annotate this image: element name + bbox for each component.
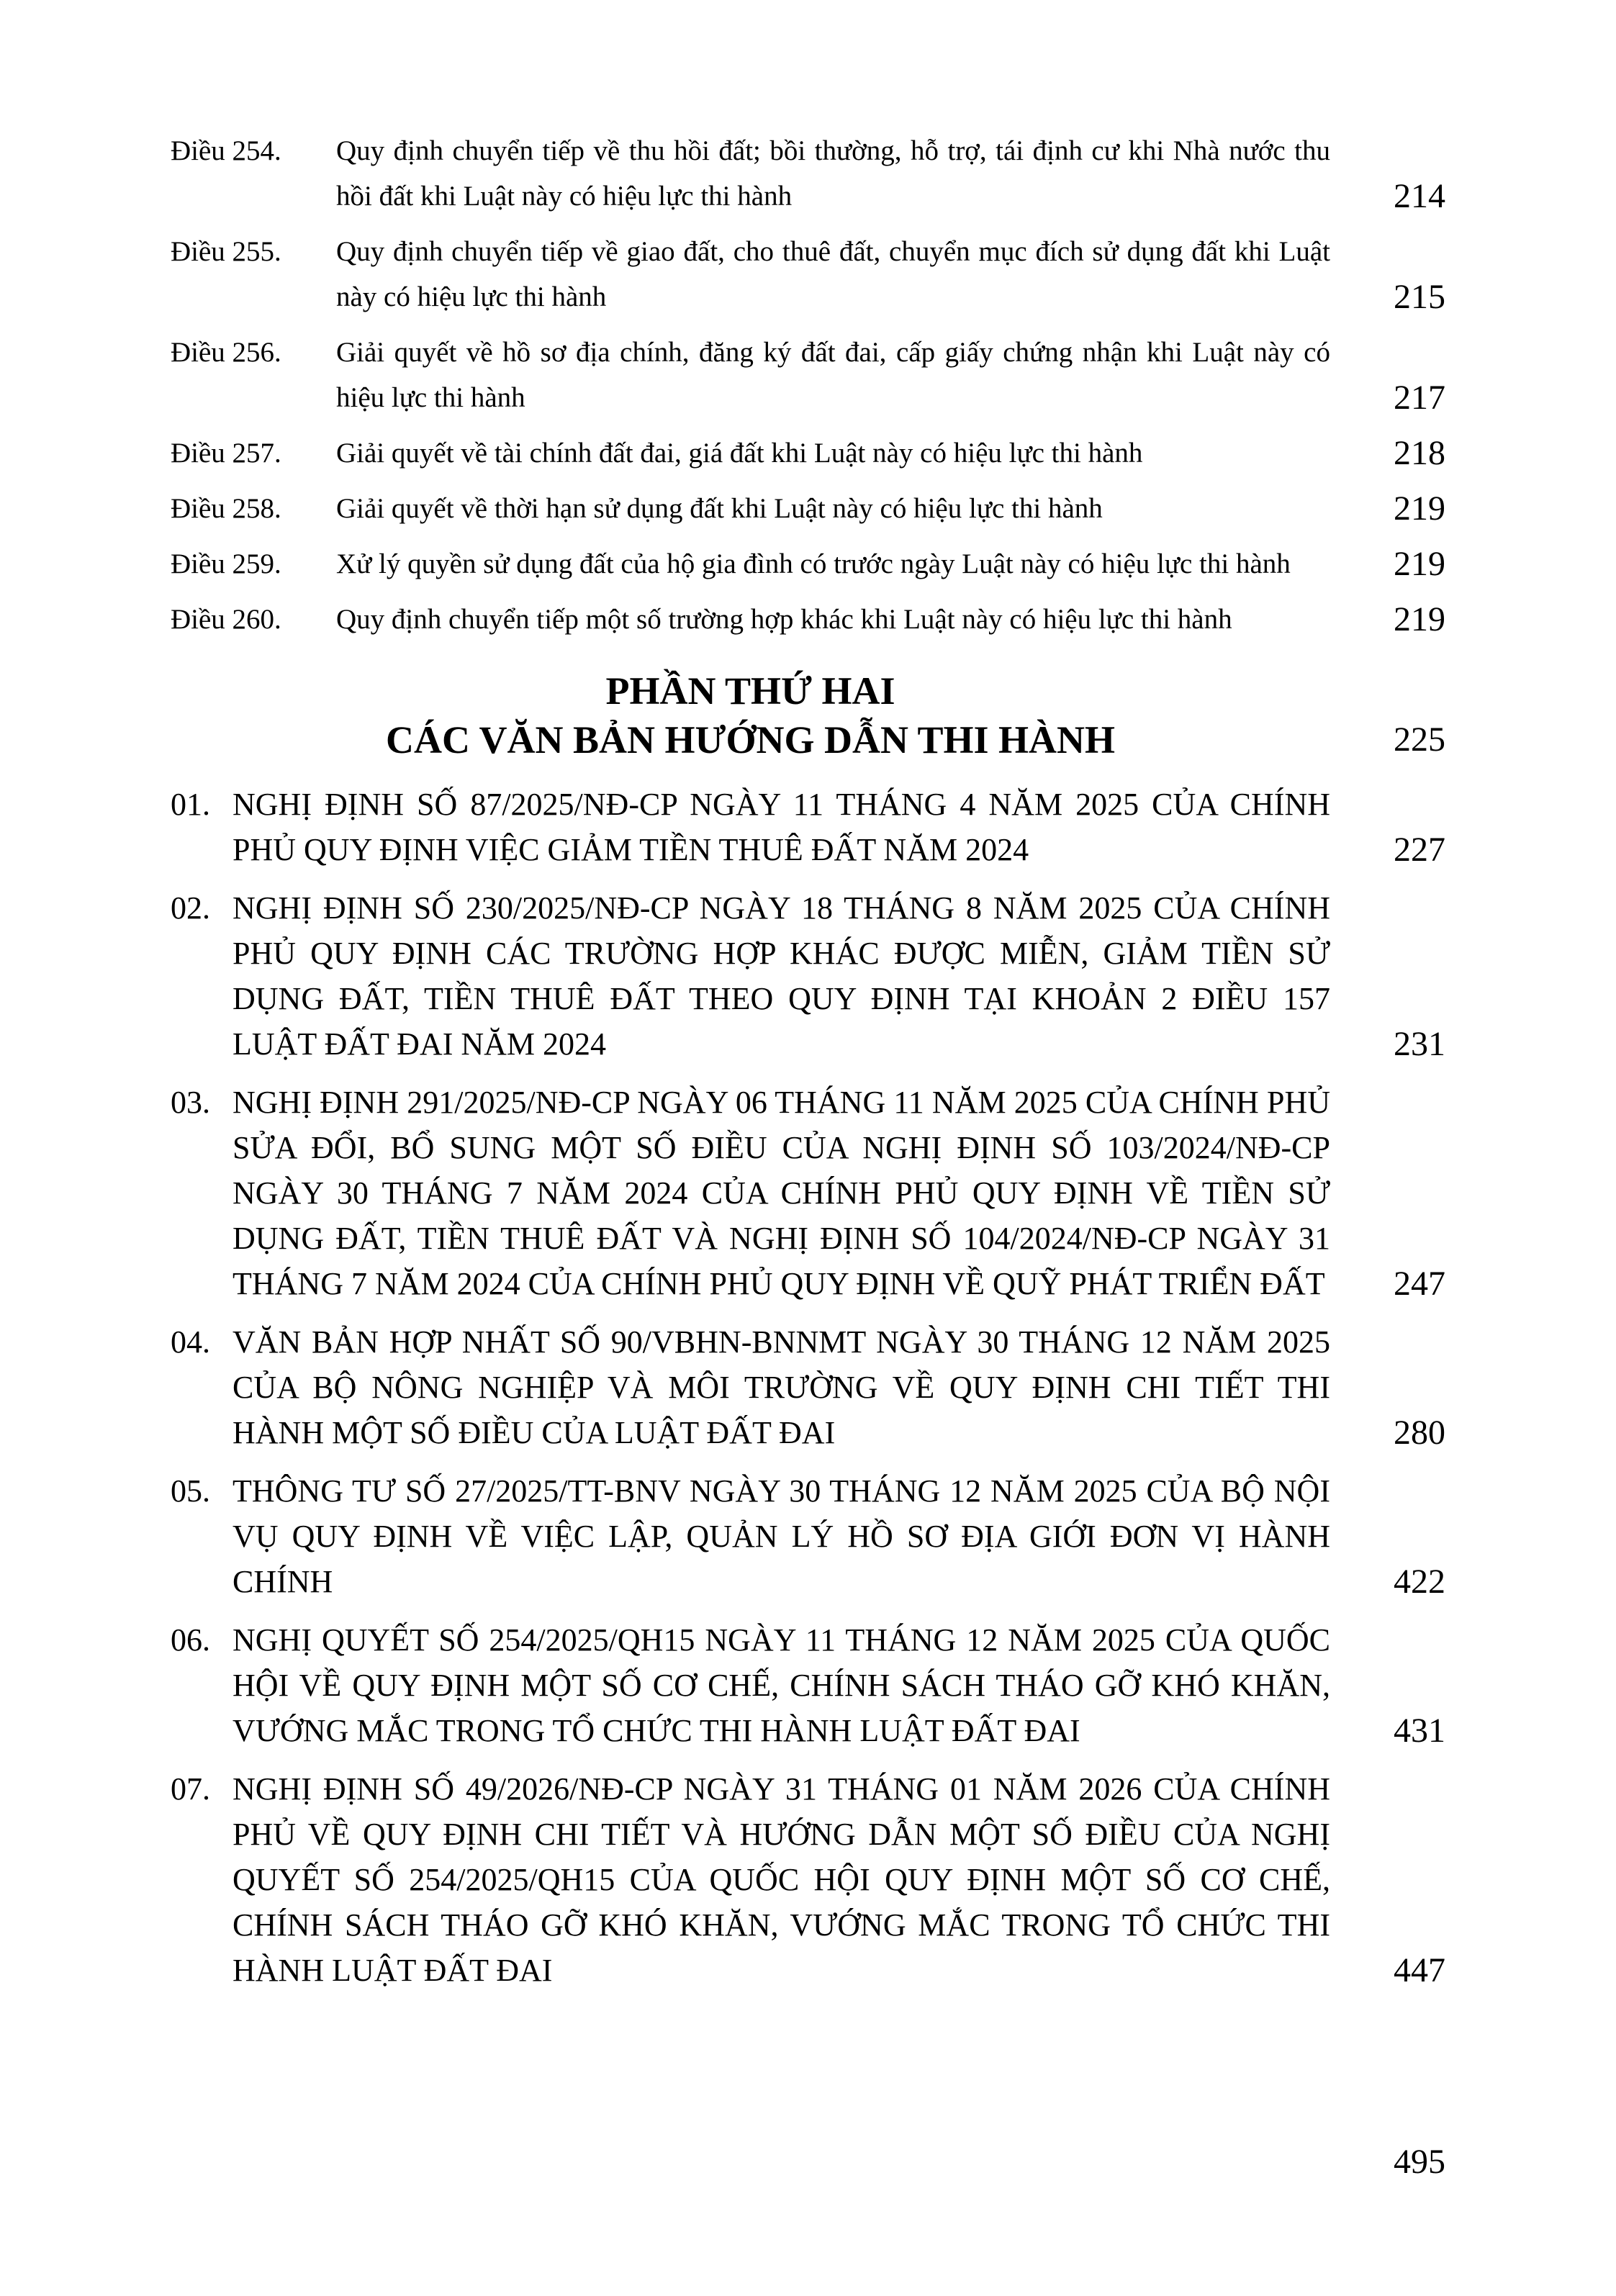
- article-title: Xử lý quyền sử dụng đất của hộ gia đình có trước ngày Luật này có hiệu lực thi hành: [336, 548, 1291, 579]
- part-page-number-spacer: [1330, 666, 1445, 715]
- footer-page-number: 495: [1394, 2143, 1445, 2181]
- toc-document-row: [171, 1080, 1445, 1306]
- article-page-number: 218: [1394, 434, 1445, 472]
- article-title: Giải quyết về tài chính đất đai, giá đất khi Luật này có hiệu lực thi hành: [336, 438, 1143, 469]
- toc-document-row: [171, 1319, 1445, 1455]
- toc-article-row: [171, 330, 1445, 420]
- document-page-number: 422: [1394, 1563, 1445, 1601]
- toc-article-row: [171, 128, 1445, 219]
- article-title: Giải quyết về hồ sơ địa chính, đăng ký đất đai, cấp giấy chứng nhận khi Luật này có hiệu lực thi hành: [336, 337, 1330, 413]
- document-page-number: 280: [1394, 1414, 1445, 1452]
- article-number-label: Điều 257.: [171, 438, 281, 469]
- document-number-label: 06.: [171, 1622, 210, 1658]
- toc-document-row: [171, 1766, 1445, 1993]
- article-number-label: Điều 258.: [171, 493, 281, 524]
- toc-article-row: [171, 486, 1445, 531]
- document-page-number: 227: [1394, 831, 1445, 869]
- article-page-number: 217: [1394, 379, 1445, 417]
- article-page-number: 219: [1394, 600, 1445, 638]
- document-title: NGHỊ ĐỊNH SỐ 87/2025/NĐ-CP NGÀY 11 THÁNG 4 NĂM 2025 CỦA CHÍNH PHỦ QUY ĐỊNH VIỆC GIẢM TIỀN THUÊ ĐẤT NĂM 2024: [233, 787, 1330, 867]
- document-title: NGHỊ ĐỊNH 291/2025/NĐ-CP NGÀY 06 THÁNG 11 NĂM 2025 CỦA CHÍNH PHỦ SỬA ĐỔI, BỔ SUNG MỘT SỐ ĐIỀU CỦA NGHỊ ĐỊNH SỐ 103/2024/NĐ-CP NGÀY 30 THÁNG 7 NĂM 2024 CỦA CHÍNH PHỦ QUY ĐỊNH VỀ TIỀN SỬ DỤNG ĐẤT, TIỀN THUÊ ĐẤT VÀ NGHỊ ĐỊNH SỐ 104/2024/NĐ-CP NGÀY 31 THÁNG 7 NĂM 2024 CỦA CHÍNH PHỦ QUY ĐỊNH VỀ QUỸ PHÁT TRIỂN ĐẤT: [233, 1085, 1330, 1301]
- part-heading-row: [171, 666, 1445, 715]
- toc-article-row: [171, 430, 1445, 476]
- toc-document-row: [171, 782, 1445, 872]
- document-number-label: 05.: [171, 1473, 210, 1509]
- document-page-number: 231: [1394, 1025, 1445, 1063]
- toc-article-row: [171, 597, 1445, 642]
- article-page-number: 219: [1394, 489, 1445, 528]
- document-page-number: 447: [1394, 1951, 1445, 1989]
- toc-document-row: [171, 885, 1445, 1067]
- document-page-number: 247: [1394, 1265, 1445, 1303]
- toc-document-row: [171, 1617, 1445, 1753]
- article-number-label: Điều 259.: [171, 548, 281, 579]
- document-number-label: 07.: [171, 1771, 210, 1807]
- article-title: Quy định chuyển tiếp một số trường hợp khác khi Luật này có hiệu lực thi hành: [336, 604, 1232, 635]
- part-title: PHẦN THỨ HAI: [605, 669, 895, 713]
- document-number-label: 04.: [171, 1324, 210, 1360]
- document-page-number: 431: [1394, 1712, 1445, 1750]
- document-title: NGHỊ ĐỊNH SỐ 230/2025/NĐ-CP NGÀY 18 THÁNG 8 NĂM 2025 CỦA CHÍNH PHỦ QUY ĐỊNH CÁC TRƯỜNG HỢP KHÁC ĐƯỢC MIỄN, GIẢM TIỀN SỬ DỤNG ĐẤT, TIỀN THUÊ ĐẤT THEO QUY ĐỊNH TẠI KHOẢN 2 ĐIỀU 157 LUẬT ĐẤT ĐAI NĂM 2024: [233, 890, 1330, 1062]
- part-subtitle: CÁC VĂN BẢN HƯỚNG DẪN THI HÀNH: [385, 718, 1116, 761]
- document-title: THÔNG TƯ SỐ 27/2025/TT-BNV NGÀY 30 THÁNG 12 NĂM 2025 CỦA BỘ NỘI VỤ QUY ĐỊNH VỀ VIỆC LẬP, QUẢN LÝ HỒ SƠ ĐỊA GIỚI ĐƠN VỊ HÀNH CHÍNH: [233, 1473, 1330, 1599]
- article-title: Quy định chuyển tiếp về thu hồi đất; bồi thường, hỗ trợ, tái định cư khi Nhà nước thu hồi đất khi Luật này có hiệu lực thi hành: [336, 135, 1330, 212]
- document-title: NGHỊ QUYẾT SỐ 254/2025/QH15 NGÀY 11 THÁNG 12 NĂM 2025 CỦA QUỐC HỘI VỀ QUY ĐỊNH MỘT SỐ CƠ CHẾ, CHÍNH SÁCH THÁO GỠ KHÓ KHĂN, VƯỚNG MẮC TRONG TỔ CHỨC THI HÀNH LUẬT ĐẤT ĐAI: [233, 1622, 1330, 1748]
- article-title: Quy định chuyển tiếp về giao đất, cho thuê đất, chuyển mục đích sử dụng đất khi Luật này có hiệu lực thi hành: [336, 236, 1330, 312]
- article-number-label: Điều 255.: [171, 236, 281, 267]
- article-title: Giải quyết về thời hạn sử dụng đất khi Luật này có hiệu lực thi hành: [336, 493, 1103, 524]
- document-title: NGHỊ ĐỊNH SỐ 49/2026/NĐ-CP NGÀY 31 THÁNG 01 NĂM 2026 CỦA CHÍNH PHỦ VỀ QUY ĐỊNH CHI TIẾT VÀ HƯỚNG DẪN MỘT SỐ ĐIỀU CỦA NGHỊ QUYẾT SỐ 254/2025/QH15 CỦA QUỐC HỘI QUY ĐỊNH MỘT SỐ CƠ CHẾ, CHÍNH SÁCH THÁO GỠ KHÓ KHĂN, VƯỚNG MẮC TRONG TỔ CHỨC THI HÀNH LUẬT ĐẤT ĐAI: [233, 1771, 1330, 1988]
- part-page-number: 225: [1394, 720, 1445, 759]
- document-number-label: 02.: [171, 890, 210, 926]
- article-page-number: 214: [1394, 177, 1445, 215]
- article-number-label: Điều 254.: [171, 135, 281, 166]
- article-page-number: 215: [1394, 278, 1445, 316]
- document-number-label: 03.: [171, 1085, 210, 1120]
- document-number-label: 01.: [171, 787, 210, 822]
- article-number-label: Điều 260.: [171, 604, 281, 635]
- part-heading-row: [171, 715, 1445, 764]
- toc-article-row: [171, 541, 1445, 587]
- article-page-number: 219: [1394, 545, 1445, 583]
- toc-article-row: [171, 229, 1445, 320]
- article-number-label: Điều 256.: [171, 337, 281, 368]
- document-title: VĂN BẢN HỢP NHẤT SỐ 90/VBHN-BNNMT NGÀY 30 THÁNG 12 NĂM 2025 CỦA BỘ NÔNG NGHIỆP VÀ MÔI TRƯỜNG VỀ QUY ĐỊNH CHI TIẾT THI HÀNH MỘT SỐ ĐIỀU CỦA LUẬT ĐẤT ĐAI: [233, 1324, 1330, 1450]
- toc-document-row: [171, 1468, 1445, 1604]
